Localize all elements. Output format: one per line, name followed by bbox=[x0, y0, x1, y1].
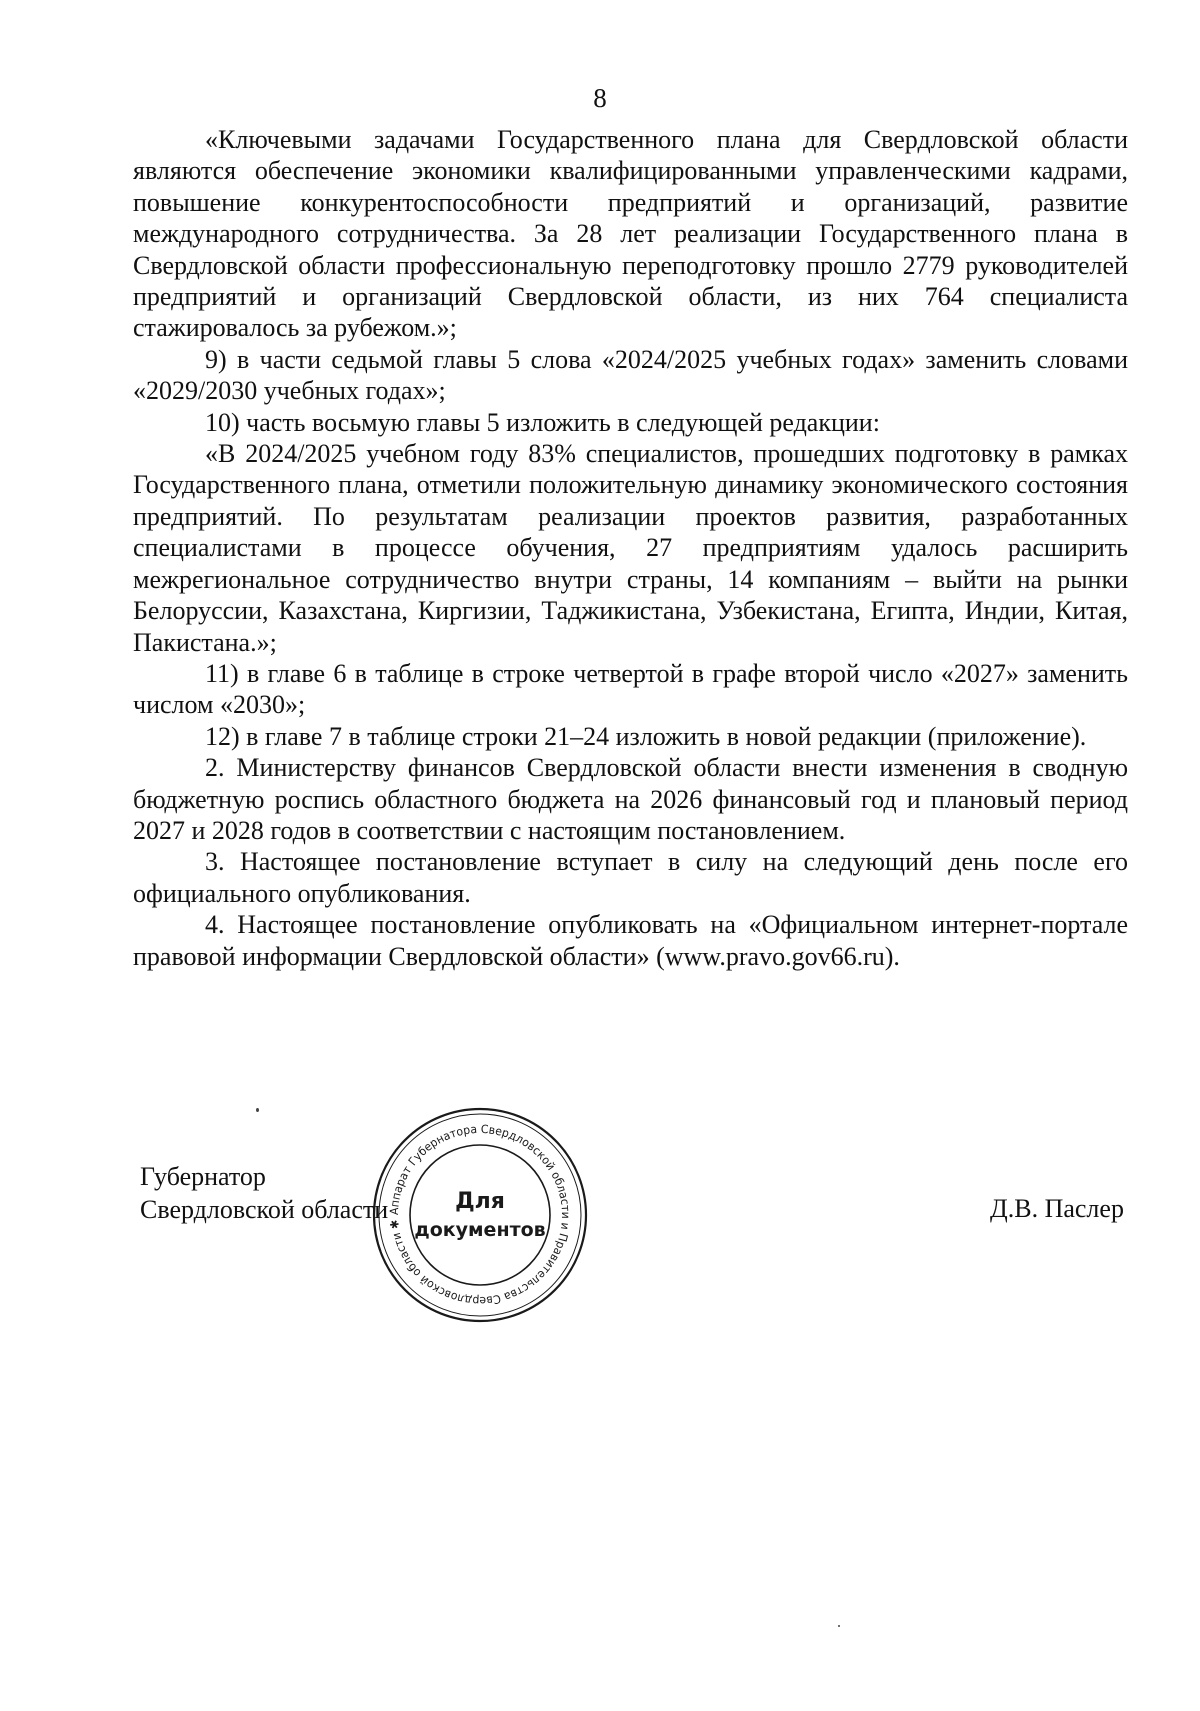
paragraph-item-12: 12) в главе 7 в таблице строки 21–24 изложить в новой редакции (приложение). bbox=[205, 721, 1087, 751]
paragraph-quote-results: «В 2024/2025 учебном году 83% специалистов, прошедших подготовку в рамках Государственного плана, отметили положительную динамику экономического состояния предприятий. По результатам реализации проектов развития, разработанных специалистами в процессе обучения, 27 предприятиям удалось расширить межрегиональное сотрудничество внутри страны, 14 компаниям – выйти на рынки Белоруссии, Казахстана, Киргизии, Таджикистана, Узбекистана, Египта, Индии, Китая, Пакистана.»; bbox=[133, 439, 1128, 657]
official-seal-stamp bbox=[365, 1100, 595, 1330]
seal-inner-ring bbox=[410, 1145, 550, 1285]
paragraph-section-2: 2. Министерству финансов Свердловской области внести изменения в сводную бюджетную роспись областного бюджета на 2026 финансовый год и плановый период 2027 и 2028 годов в соответствии с настоящим постановлением. bbox=[133, 753, 1128, 845]
paragraph-item-10: 10) часть восьмую главы 5 изложить в следующей редакции: bbox=[205, 407, 880, 437]
paragraph-item-11: 11) в главе 6 в таблице в строке четвертой в графе второй число «2027» заменить числом «2030»; bbox=[133, 658, 1128, 720]
document-body bbox=[133, 124, 1128, 972]
seal-center-line1: Для bbox=[455, 1189, 505, 1214]
signature-title-line2: Свердловской области bbox=[140, 1195, 389, 1224]
paragraph-section-4: 4. Настоящее постановление опубликовать на «Официальном интернет-портале правовой информации Свердловской области» (www.pravo.gov66.ru). bbox=[133, 910, 1128, 971]
seal-center-line2: документов bbox=[414, 1219, 546, 1241]
paragraph-quote-tasks: «Ключевыми задачами Государственного плана для Свердловской области являются обеспечение экономики квалифицированными управленческими кадрами, повышение конкурентоспособности предприятий и организаций, развитие международного сотрудничества. За 28 лет реализации Государственного плана в Свердловской области профессиональную переподготовку прошло 2779 руководителей предприятий и организаций Свердловской области, из них 764 специалиста стажировалось за рубежом.»; bbox=[133, 125, 1128, 343]
seal-outer-ring bbox=[374, 1109, 586, 1321]
paragraph-item-9: 9) в части седьмой главы 5 слова «2024/2025 учебных годах» заменить словами «2029/2030 учебных годах»; bbox=[133, 344, 1128, 406]
scan-speck bbox=[838, 1625, 840, 1627]
seal-graphic bbox=[365, 1100, 595, 1330]
scan-speck bbox=[256, 1108, 259, 1112]
seal-ring-text: Аппарат Губернатора Свердловской области и Правительства Свердловской области ✱ bbox=[386, 1121, 574, 1309]
paragraph-section-3: 3. Настоящее постановление вступает в силу на следующий день после его официального опубликования. bbox=[133, 847, 1128, 908]
page-number: 8 bbox=[593, 83, 607, 113]
signature-title-line1: Губернатор bbox=[140, 1162, 266, 1191]
signature-title bbox=[140, 1160, 388, 1226]
signer-name: Д.В. Паслер bbox=[990, 1194, 1124, 1223]
